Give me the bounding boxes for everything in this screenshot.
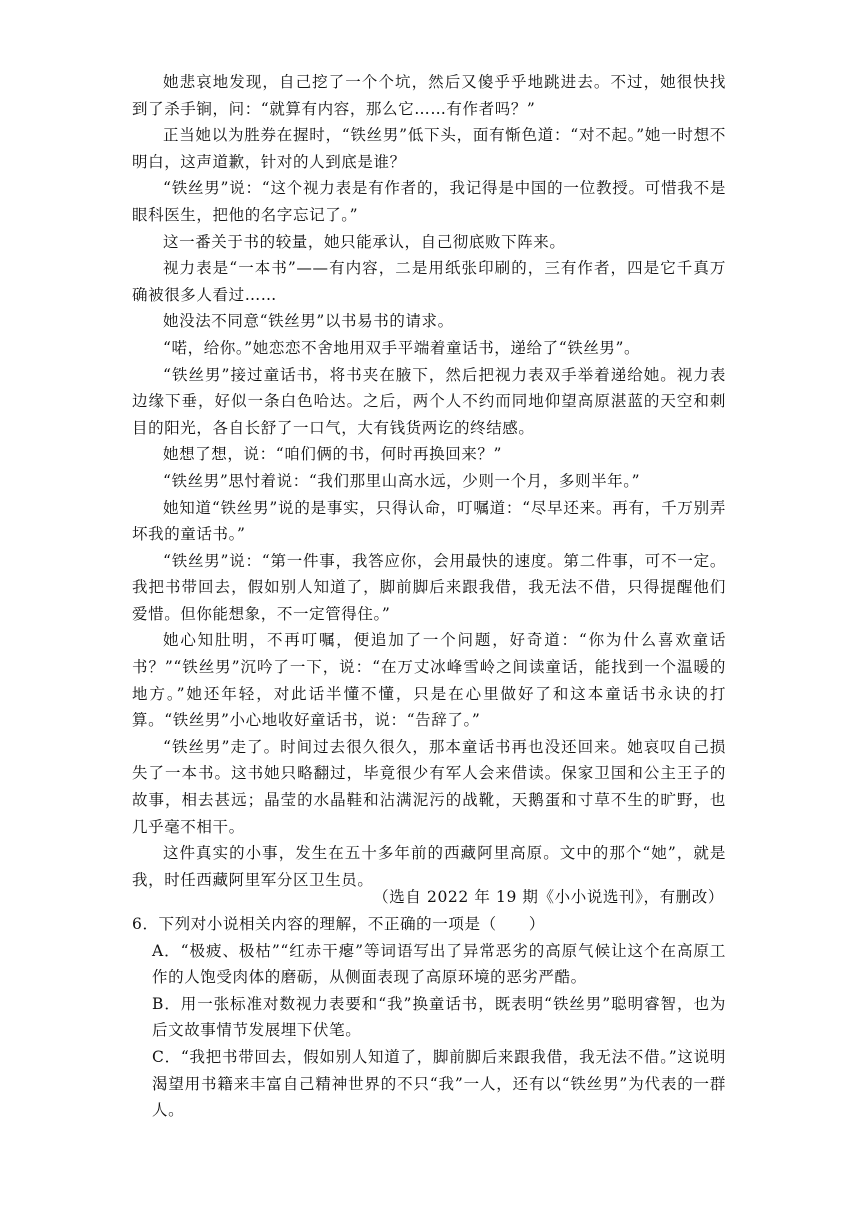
option-c: C．“我把书带回去，假如别人知道了，脚前脚后来跟我借，我无法不借。”这说明渴望用书籍来丰富自己精神世界的不只“我”一人，还有以“铁丝男”为代表的一群人。 [152, 1047, 726, 1120]
story-paragraph: “铁丝男”思忖着说：“我们那里山高水远，少则一个月，多则半年。” [163, 471, 641, 490]
story-paragraph: 正当她以为胜券在握时，“铁丝男”低下头，面有惭色道：“对不起。”她一时想不明白，这声道歉，针对的人到底是谁？ [132, 126, 726, 171]
story-text [132, 69, 726, 893]
source-citation: （选自 2022 年 19 期《小小说选刊》，有删改） [373, 888, 724, 906]
story-paragraph: “铁丝男”接过童话书，将书夹在腋下，然后把视力表双手举着递给她。视力表边缘下垂，好似一条白色哈达。之后，两个人不约而同地仰望高原湛蓝的天空和刺目的阳光，各自长舒了一口气，大有钱货两讫的终结感。 [132, 365, 726, 437]
option-b: B．用一张标准对数视力表要和“我”换童话书，既表明“铁丝男”聪明睿智，也为后文故事情节发展埋下伏笔。 [152, 994, 726, 1040]
story-paragraph: “喏，给你。”她恋恋不舍地用双手平端着童话书，递给了“铁丝男”。 [163, 338, 641, 357]
story-paragraph: “铁丝男”说：“第一件事，我答应你，会用最快的速度。第二件事，可不一定。我把书带回去，假如别人知道了，脚前脚后来跟我借，我无法不借，只得提醒他们爱惜。但你能想象，不一定管得住。” [132, 551, 726, 623]
story-paragraph: 她悲哀地发现，自己挖了一个个坑，然后又傻乎乎地跳进去。不过，她很快找到了杀手锏，问：“就算有内容，那么它……有作者吗？” [132, 73, 726, 118]
story-paragraph: 这一番关于书的较量，她只能承认，自己彻底败下阵来。 [163, 232, 566, 251]
story-paragraph: 视力表是“一本书”——有内容，二是用纸张印刷的，三有作者，四是它千真万确被很多人看过…… [132, 259, 726, 304]
story-paragraph: “铁丝男”走了。时间过去很久很久，那本童话书再也没还回来。她哀叹自己损失了一本书。这书她只略翻过，毕竟很少有军人会来借读。保家卫国和公主王子的故事，相去甚远；晶莹的水晶鞋和沾满泥污的战靴，天鹅蛋和寸草不生的旷野，也几乎毫不相干。 [132, 737, 726, 836]
story-paragraph: 她知道“铁丝男”说的是事实，只得认命，叮嘱道：“尽早还来。再有，千万别弄坏我的童话书。” [132, 498, 726, 544]
story-paragraph: 她想了想，说：“咱们俩的书，何时再换回来？” [163, 445, 503, 464]
story-paragraph: 这件真实的小事，发生在五十多年前的西藏阿里高原。文中的那个“她”，就是我，时任西藏阿里军分区卫生员。 [132, 844, 726, 889]
option-a: A．“极疲、极枯”“红赤干瘪”等词语写出了异常恶劣的高原气候让这个在高原工作的人饱受肉体的磨砺，从侧面表现了高原环境的恶劣严酷。 [152, 941, 726, 987]
story-paragraph: 她没法不同意“铁丝男”以书易书的请求。 [163, 312, 454, 331]
question-stem: 6．下列对小说相关内容的理解，不正确的一项是（ ） [132, 915, 545, 933]
story-paragraph: “铁丝男”说：“这个视力表是有作者的，我记得是中国的一位教授。可惜我不是眼科医生，把他的名字忘记了。” [132, 179, 726, 224]
story-paragraph: 她心知肚明，不再叮嘱，便追加了一个问题，好奇道：“你为什么喜欢童话书？”“铁丝男”沉吟了一下，说：“在万丈冰峰雪岭之间读童话，能找到一个温暖的地方。”她还年轻，对此话半懂不懂，只是在心里做好了和这本童话书永诀的打算。“铁丝男”小心地收好童话书，说：“告辞了。” [132, 631, 726, 730]
question-block [132, 911, 726, 1124]
